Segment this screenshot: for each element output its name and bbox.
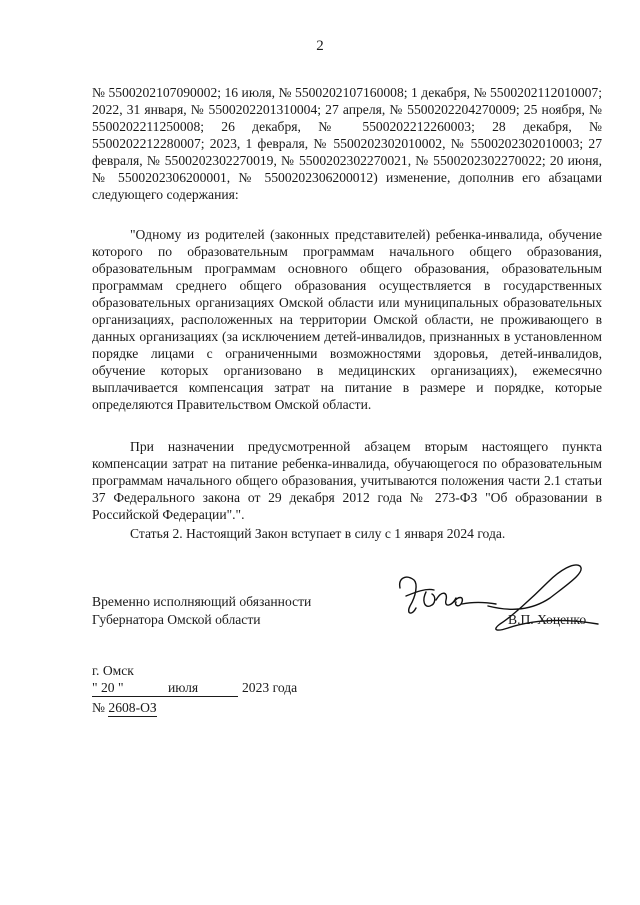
page-number: 2 [316,38,324,54]
signer-title-line-2: Губернатора Омской области [92,612,261,627]
issue-date [92,679,297,699]
issue-city: г. Омск [92,663,134,678]
issue-month: июля [148,679,238,697]
law-number-value: 2608-ОЗ [108,700,157,715]
article-2-text: Статья 2. Настоящий Закон вступает в силу с 1 января 2024 года. [130,526,506,541]
signer-title-line-1: Временно исполняющий обязанности [92,594,312,609]
amendment-note-paragraph: При назначении предусмотренной абзацем вторым настоящего пункта компенсации затрат на питание ребенка-инвалида, обучающегося по образовательным программам начального общего образования, учитываются положения части 2.1 статьи 37 Федерального закона от 29 декабря 2012 года № 273-ФЗ "Об образовании в Российской Федерации".". [92,438,602,522]
body-continuation-paragraph: № 5500202107090002; 16 июля, № 5500202107160008; 1 декабря, № 5500202112010007; 2022, 31 января, № 5500202201310004; 27 апреля, № 5500202204270009; 25 ноября, № 5500202211250008; 26 декабря, № 5500202212260003; 28 декабря, № 5500202212280007; 2023, 1 февраля, № 5500202302010002, № 5500202302010003; 27 февраля, № 5500202302270019, № 5500202302270021, № 5500202302270022; 20 июня, № 5500202306200001, № 5500202306200012) изменение, дополнив его абзацами следующего содержания: [92,84,602,202]
signer-name: В.П. Хоценко [508,612,587,627]
signer-title-block [92,593,311,629]
law-number [92,699,297,717]
law-number-prefix: № [92,700,105,715]
issue-year: 2023 года [242,680,298,695]
quoted-amendment-paragraph: "Одному из родителей (законных представителей) ребенка-инвалида, обучение которого по образовательным программам начального общего образования, образовательным программам основного общего образования, образовательным программам среднего общего образования осуществляется в государственных образовательных организациях Омской области или муниципальных образовательных организациях, расположенных на территории Омской области, не проживающего в данных организациях (за исключением детей-инвалидов, признанных в установленном порядке лицами с ограниченными возможностями здоровья, детей-инвалидов, обучение которых организовано в медицинских организациях), ежемесячно выплачивается компенсация затрат на питание в размере и порядке, которые определяются Правительством Омской области. [92,226,602,412]
issue-day: " 20 " [92,679,148,697]
issue-place-date-block [92,662,297,717]
